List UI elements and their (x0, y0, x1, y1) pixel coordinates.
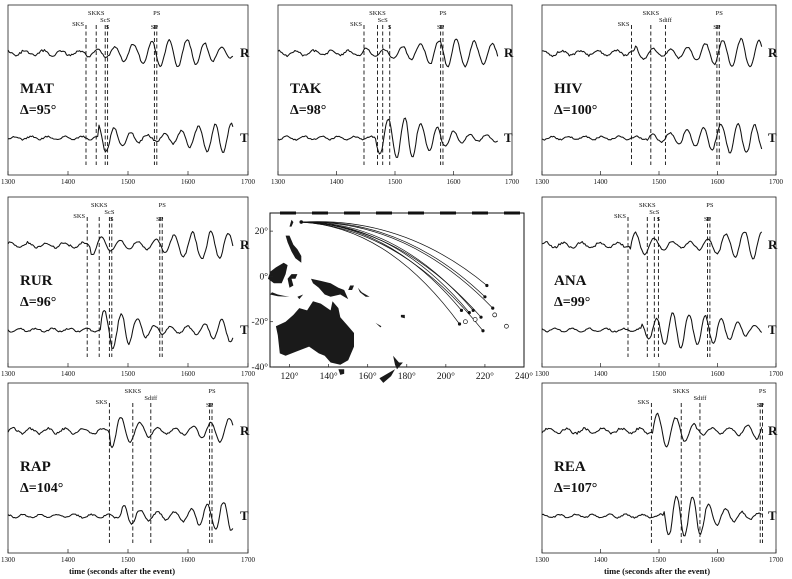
station-marker (483, 295, 486, 298)
open-circle-marker (463, 320, 467, 324)
new-zealand-south (379, 369, 395, 383)
x-axis-label-left: time (seconds after the event) (68, 566, 176, 576)
component-label-t: T (768, 322, 777, 337)
epicentral-distance: Δ=96° (20, 295, 57, 310)
lon-tick-label: 180° (397, 372, 416, 382)
component-label-t: T (240, 508, 249, 523)
source-marker (299, 220, 303, 224)
phase-label: ScS (100, 17, 111, 24)
phase-label: SKKS (642, 10, 660, 17)
lon-tick-label: 200° (436, 372, 455, 382)
component-label-r: R (240, 237, 250, 252)
open-circle-marker (504, 324, 508, 328)
phase-label: SKS (350, 21, 362, 28)
x-tick-label: 1500 (121, 178, 135, 186)
transverse-trace (542, 313, 762, 348)
x-tick-label: 1500 (652, 370, 666, 378)
transverse-trace (8, 311, 233, 349)
epicentral-distance: Δ=98° (290, 103, 327, 118)
component-label-r: R (768, 237, 778, 252)
phase-label: SP (703, 216, 712, 223)
phase-label: SKKS (638, 202, 656, 209)
station-name: RAP (20, 459, 51, 475)
lat-tick-label: 0° (259, 272, 268, 283)
component-label-r: R (504, 45, 514, 60)
phase-label: S (387, 24, 392, 31)
panel-mat (1, 5, 256, 186)
phase-label: PS (439, 10, 447, 17)
x-tick-label: 1400 (61, 556, 75, 564)
phase-label: SP (437, 24, 445, 31)
open-circle-marker (493, 313, 497, 317)
phase-markers (614, 202, 714, 357)
x-tick-label: 1500 (652, 178, 666, 186)
x-tick-label: 1700 (505, 178, 519, 186)
transverse-trace (8, 503, 233, 531)
x-tick-label: 1600 (710, 370, 725, 378)
x-tick-label: 1300 (535, 370, 549, 378)
x-tick-label: 1700 (769, 556, 783, 564)
radial-trace (8, 418, 233, 448)
phase-label: S (109, 216, 114, 223)
x-tick-label: 1400 (61, 178, 75, 186)
x-tick-label: 1500 (388, 178, 402, 186)
epicentral-distance: Δ=107° (554, 481, 598, 496)
x-tick-label: 1600 (181, 178, 195, 186)
station-name: ANA (554, 273, 587, 289)
station-name: TAK (290, 81, 322, 97)
lon-tick-label: 240° (514, 372, 534, 382)
phase-markers (637, 388, 766, 543)
station-marker (458, 322, 461, 325)
panel-rea (535, 383, 784, 564)
panel-rur (1, 197, 256, 378)
station-name: MAT (20, 81, 54, 97)
phase-label: SKS (95, 399, 108, 406)
x-tick-label: 1300 (1, 370, 15, 378)
phase-label: SKKS (124, 388, 142, 395)
phase-label: SKKS (87, 10, 105, 17)
phase-label: SKKS (90, 202, 108, 209)
x-tick-label: 1500 (121, 556, 135, 564)
x-tick-label: 1300 (535, 178, 549, 186)
radial-trace (542, 38, 762, 66)
x-tick-label: 1600 (710, 556, 725, 564)
phase-markers (73, 202, 166, 357)
epicentral-distance: Δ=99° (554, 295, 591, 310)
phase-label: Sdiff (658, 17, 672, 24)
radial-trace (278, 39, 498, 67)
phase-label: SP (756, 402, 764, 409)
station-marker (485, 284, 488, 287)
phase-label: Sdiff (693, 395, 707, 402)
x-tick-label: 1700 (241, 178, 255, 186)
lat-tick-label: -20° (251, 317, 268, 328)
lat-tick-label: -40° (251, 363, 268, 373)
epicentral-distance: Δ=100° (554, 103, 598, 118)
phase-label: PS (158, 202, 166, 209)
component-label-t: T (768, 508, 777, 523)
component-label-r: R (768, 423, 778, 438)
x-tick-label: 1600 (446, 178, 461, 186)
radial-trace (542, 413, 762, 447)
phase-label: S (656, 216, 661, 223)
x-tick-label: 1700 (241, 556, 255, 564)
phase-label: SKKS (672, 388, 690, 395)
phase-label: PS (706, 202, 714, 209)
tasmania (338, 369, 344, 375)
component-label-t: T (240, 322, 249, 337)
x-tick-label: 1300 (1, 178, 15, 186)
phase-label: ScS (377, 17, 388, 24)
x-tick-label: 1400 (593, 556, 608, 564)
lon-tick-label: 160° (358, 372, 377, 382)
radial-trace (542, 232, 762, 259)
panel-ana (535, 197, 784, 378)
radial-trace (8, 231, 233, 259)
panel-hiv (535, 5, 784, 186)
component-label-r: R (240, 45, 250, 60)
x-tick-label: 1700 (769, 178, 783, 186)
station-marker (481, 329, 484, 332)
component-label-t: T (768, 130, 777, 145)
phase-markers (95, 388, 216, 543)
phase-label: SP (156, 216, 164, 223)
phase-label: SKKS (369, 10, 386, 17)
lat-tick-label: 20° (254, 227, 268, 238)
component-label-r: R (240, 423, 250, 438)
x-tick-label: 1400 (593, 370, 608, 378)
station-marker (479, 316, 482, 319)
phase-markers (618, 10, 724, 165)
phase-label: Sdiff (144, 395, 158, 402)
transverse-trace (278, 118, 498, 157)
phase-label: SP (205, 402, 214, 409)
phase-label: PS (715, 10, 723, 17)
phase-label: SP (150, 24, 159, 31)
x-tick-label: 1700 (769, 370, 783, 378)
phase-label: S (105, 24, 110, 31)
component-label-r: R (768, 45, 778, 60)
phase-label: PS (758, 388, 767, 395)
station-marker (460, 309, 463, 312)
station-marker (472, 309, 475, 312)
phase-label: PS (153, 10, 161, 17)
epicentral-distance: Δ=104° (20, 481, 64, 496)
component-label-t: T (240, 130, 249, 145)
lon-tick-label: 220° (475, 372, 494, 382)
transverse-trace (542, 124, 762, 153)
open-circle-marker (473, 317, 477, 321)
phase-markers (72, 10, 161, 165)
station-name: RUR (20, 273, 53, 289)
x-axis-label-right: time (seconds after the event) (603, 566, 711, 576)
x-tick-label: 1300 (271, 178, 285, 186)
phase-label: SKS (637, 399, 650, 406)
phase-label: SKS (72, 21, 84, 28)
station-marker (491, 307, 494, 310)
phase-label: SKS (617, 21, 630, 28)
phase-label: SKS (614, 213, 626, 220)
x-tick-label: 1600 (181, 370, 195, 378)
x-tick-label: 1400 (61, 370, 75, 378)
x-tick-label: 1700 (241, 370, 255, 378)
ray-path-map (252, 213, 534, 383)
component-label-t: T (504, 130, 513, 145)
x-tick-label: 1300 (535, 556, 549, 564)
phase-label: PS (208, 388, 216, 395)
station-name: REA (554, 459, 586, 475)
transverse-trace (542, 496, 762, 536)
station-name: HIV (554, 81, 583, 97)
lon-tick-label: 140° (319, 372, 338, 382)
x-tick-label: 1600 (710, 178, 725, 186)
radial-trace (8, 40, 233, 67)
x-tick-label: 1500 (121, 370, 135, 378)
x-tick-label: 1400 (593, 178, 608, 186)
x-tick-label: 1600 (181, 556, 195, 564)
panel-rap (1, 383, 256, 564)
phase-label: SKS (73, 213, 86, 220)
lon-tick-label: 120° (280, 372, 299, 382)
panel-tak (271, 5, 520, 186)
phase-label: SP (713, 24, 721, 31)
epicentral-distance: Δ=95° (20, 103, 57, 118)
transverse-trace (8, 123, 233, 152)
phase-label: ScS (104, 209, 115, 216)
x-tick-label: 1400 (329, 178, 344, 186)
phase-label: ScS (649, 209, 660, 216)
x-tick-label: 1300 (1, 556, 15, 564)
x-tick-label: 1500 (652, 556, 666, 564)
